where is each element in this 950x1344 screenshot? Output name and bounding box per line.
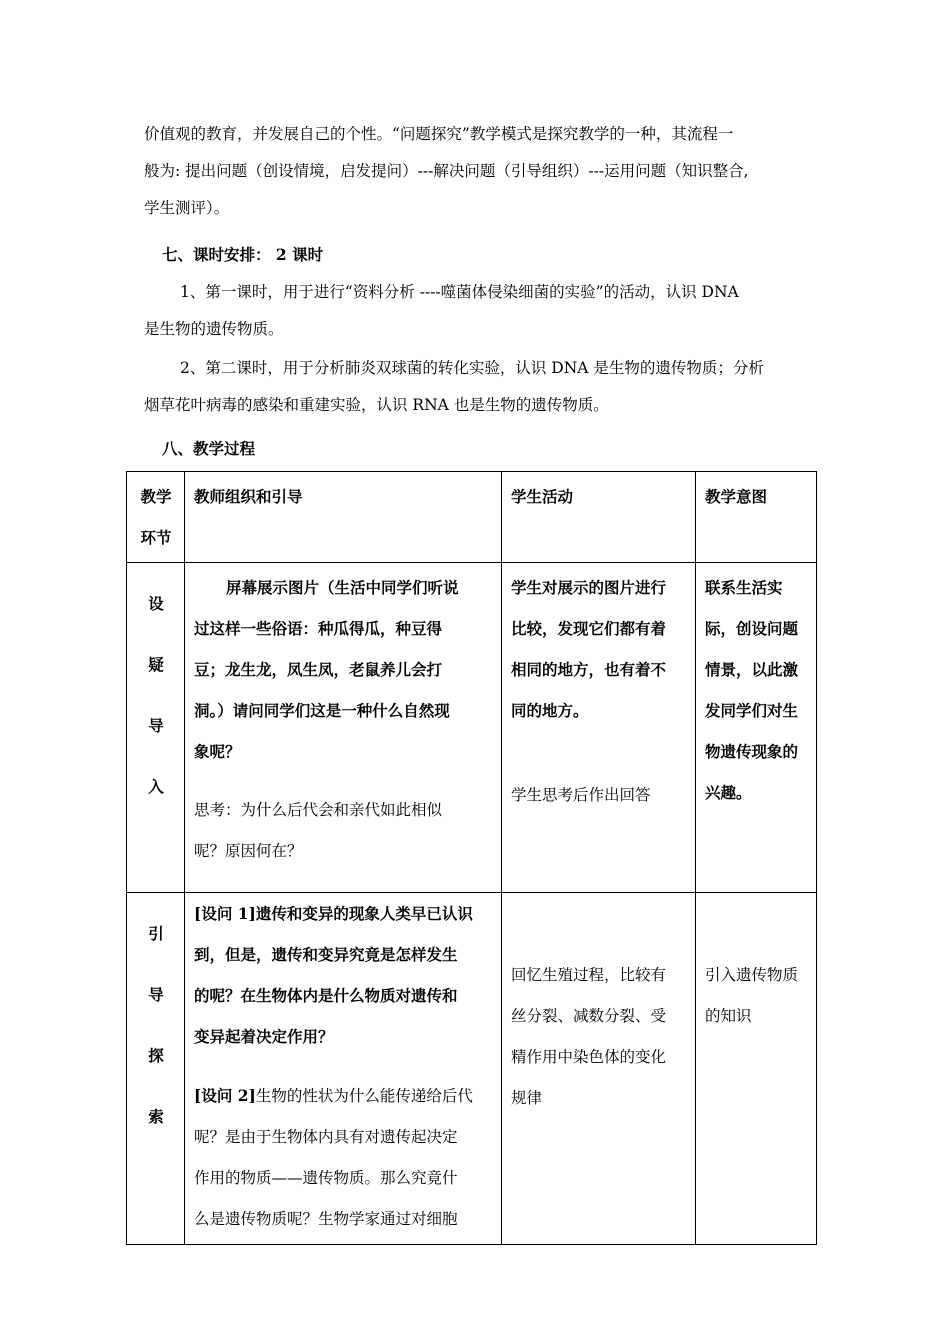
purpose-cell-1: 联系生活实 际，创设问题 情景，以此激 发同学们对生 物遗传现象的 兴趣。 xyxy=(696,563,817,893)
section7-item1-line-1: 1、第一课时，用于进行“资料分析 ----噬菌体侵染细菌的实验”的活动，认识 DNA xyxy=(180,283,739,301)
header-stage: 教学 环节 xyxy=(127,472,185,563)
stage-cell-1: 设 疑 导 入 xyxy=(127,563,185,893)
table-header-row xyxy=(127,472,817,563)
table-row xyxy=(127,563,817,893)
section7-heading: 七、课时安排： 2 课时 xyxy=(162,245,324,264)
student-cell-2: 回忆生殖过程，比较有 丝分裂、减数分裂、受 精作用中染色体的变化 规律 xyxy=(502,893,696,1245)
header-purpose: 教学意图 xyxy=(696,472,817,563)
stage-cell-2: 引 导 探 索 xyxy=(127,893,185,1245)
student-cell-1: 学生对展示的图片进行 比较，发现它们都有着 相同的地方，也有着不 同的地方。 学生思考后作出回答 xyxy=(502,563,696,893)
section7-item2-line-1: 2、第二课时，用于分析肺炎双球菌的转化实验，认识 DNA 是生物的遗传物质；分析 xyxy=(180,359,764,377)
section7-item2-line-2: 烟草花叶病毒的感染和重建实验，认识 RNA 也是生物的遗传物质。 xyxy=(144,396,609,414)
table-row xyxy=(127,893,817,1245)
intro-line-3: 学生测评）。 xyxy=(144,199,230,217)
teacher-cell-1: 屏幕展示图片（生活中同学们听说 过这样一些俗语：种瓜得瓜，种豆得 豆；龙生龙，凤生凤，老鼠养儿会打 洞。）请问同学们这是一种什么自然现 象呢？ 思考：为什么后代会和亲代如此相似 呢？原因何在？ xyxy=(185,563,502,893)
section7-item2 xyxy=(144,350,810,424)
header-student: 学生活动 xyxy=(502,472,696,563)
intro-line-2: 般为: 提出问题（创设情境，启发提问）---解决问题（引导组织）---运用问题（知识整合, xyxy=(144,162,749,180)
teacher-cell-2: [设问 1]遗传和变异的现象人类早已认识 到，但是，遗传和变异究竟是怎样发生 的呢？在生物体内是什么物质对遗传和 变异起着决定作用？ [设问 2]生物的性状为什么能传递给后代 呢？是由于生物体内具有对遗传起决定 作用的物质——遗传物质。那么究竟什 么是遗传物质呢？生物学家通过对细胞 xyxy=(185,893,502,1245)
section8-heading: 八、教学过程 xyxy=(162,439,256,458)
question-2-label: [设问 2] xyxy=(194,1086,256,1105)
section7-item1 xyxy=(144,274,810,348)
teaching-process-table xyxy=(126,471,817,1245)
intro-line-1: 价值观的教育，并发展自己的个性。“问题探究”教学模式是探究教学的一种，其流程一 xyxy=(144,125,734,143)
header-teacher: 教师组织和引导 xyxy=(185,472,502,563)
section7-item1-line-2: 是生物的遗传物质。 xyxy=(144,320,284,338)
intro-paragraph xyxy=(144,116,810,227)
purpose-cell-2: 引入遗传物质 的知识 xyxy=(696,893,817,1245)
